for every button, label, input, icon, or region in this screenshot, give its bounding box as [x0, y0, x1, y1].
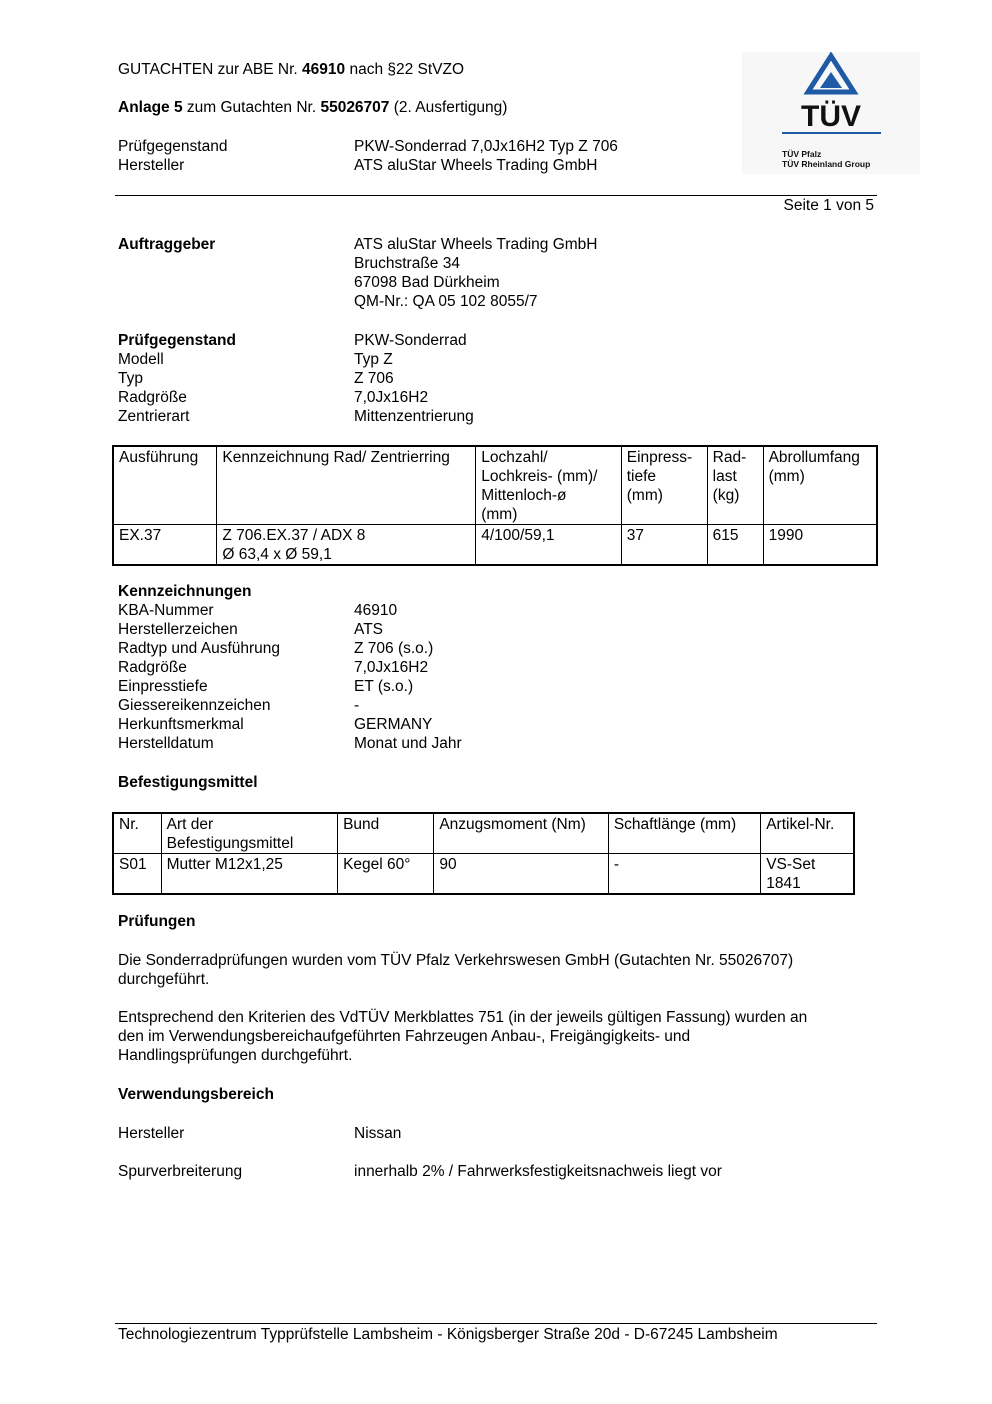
table-cell: EX.37 [113, 525, 217, 566]
table-header-cell: Art der Befestigungsmittel [161, 813, 337, 854]
table-cell: Kegel 60° [338, 854, 434, 895]
table-header-cell: Abrollumfang (mm) [763, 446, 877, 525]
table-header-cell: Schaftlänge (mm) [608, 813, 760, 854]
fastener-table [112, 812, 855, 895]
pruefungen-heading: Prüfungen [118, 913, 196, 930]
pruefungen-paragraph-1: Die Sonderradprüfungen wurden vom TÜV Pfalz Verkehrswesen GmbH (Gutachten Nr. 55026707) [118, 952, 794, 969]
table-cell: 615 [707, 525, 763, 566]
header-title: GUTACHTEN zur ABE Nr. 46910 nach §22 StVZO [118, 61, 465, 78]
table-header-cell: Ausführung [113, 446, 217, 525]
pruefungen-paragraph-2: Entsprechend den Kriterien des VdTÜV Merkblattes 751 (in der jeweils gültigen Fassung) wurden an [118, 1009, 808, 1026]
table-header-cell: Bund [338, 813, 434, 854]
table-header-row [113, 446, 877, 525]
kennzeichnungen-heading: Kennzeichnungen [118, 583, 252, 600]
verwendung-heading: Verwendungsbereich [118, 1086, 274, 1103]
logo-line2: TÜV Rheinland Group [782, 159, 871, 169]
table-header-row [113, 813, 854, 854]
table-header-cell: Nr. [113, 813, 161, 854]
logo-line1: TÜV Pfalz [782, 149, 822, 159]
pruefungen-paragraph-2: Handlingsprüfungen durchgeführt. [118, 1047, 353, 1064]
logo-word: TÜV [801, 100, 861, 133]
table-row [113, 854, 854, 895]
table-header-cell: Anzugsmoment (Nm) [434, 813, 608, 854]
table-row [113, 525, 877, 566]
wheel-table [112, 445, 878, 566]
table-cell: VS-Set 1841 [761, 854, 854, 895]
table-header-cell: Lochzahl/ Lochkreis- (mm)/ Mittenloch-ø (mm) [476, 446, 622, 525]
table-cell: 37 [621, 525, 707, 566]
footer-divider [115, 1323, 877, 1324]
befestigung-heading: Befestigungsmittel [118, 774, 258, 791]
pruefungen-paragraph-1: durchgeführt. [118, 971, 210, 988]
table-cell: 1990 [763, 525, 877, 566]
pruefungen-paragraph-2: den im Verwendungsbereichaufgeführten Fahrzeugen Anbau-, Freigängigkeits- und [118, 1028, 691, 1045]
table-header-cell: Artikel-Nr. [761, 813, 854, 854]
table-header-cell: Rad- last (kg) [707, 446, 763, 525]
header-divider [115, 195, 877, 196]
table-cell: - [608, 854, 760, 895]
table-cell: Z 706.EX.37 / ADX 8 Ø 63,4 x Ø 59,1 [217, 525, 476, 566]
tuev-logo [742, 52, 920, 174]
table-cell: S01 [113, 854, 161, 895]
header-anlage: Anlage 5 zum Gutachten Nr. 55026707 (2. Ausfertigung) [118, 99, 508, 116]
table-cell: 4/100/59,1 [476, 525, 622, 566]
table-header-cell: Einpress- tiefe (mm) [621, 446, 707, 525]
table-header-cell: Kennzeichnung Rad/ Zentrierring [217, 446, 476, 525]
footer-address: Technologiezentrum Typprüfstelle Lambsheim - Königsberger Straße 20d - D-67245 Lambsheim [118, 1326, 778, 1343]
table-cell: 90 [434, 854, 608, 895]
page-number: Seite 1 von 5 [783, 197, 874, 214]
table-cell: Mutter M12x1,25 [161, 854, 337, 895]
